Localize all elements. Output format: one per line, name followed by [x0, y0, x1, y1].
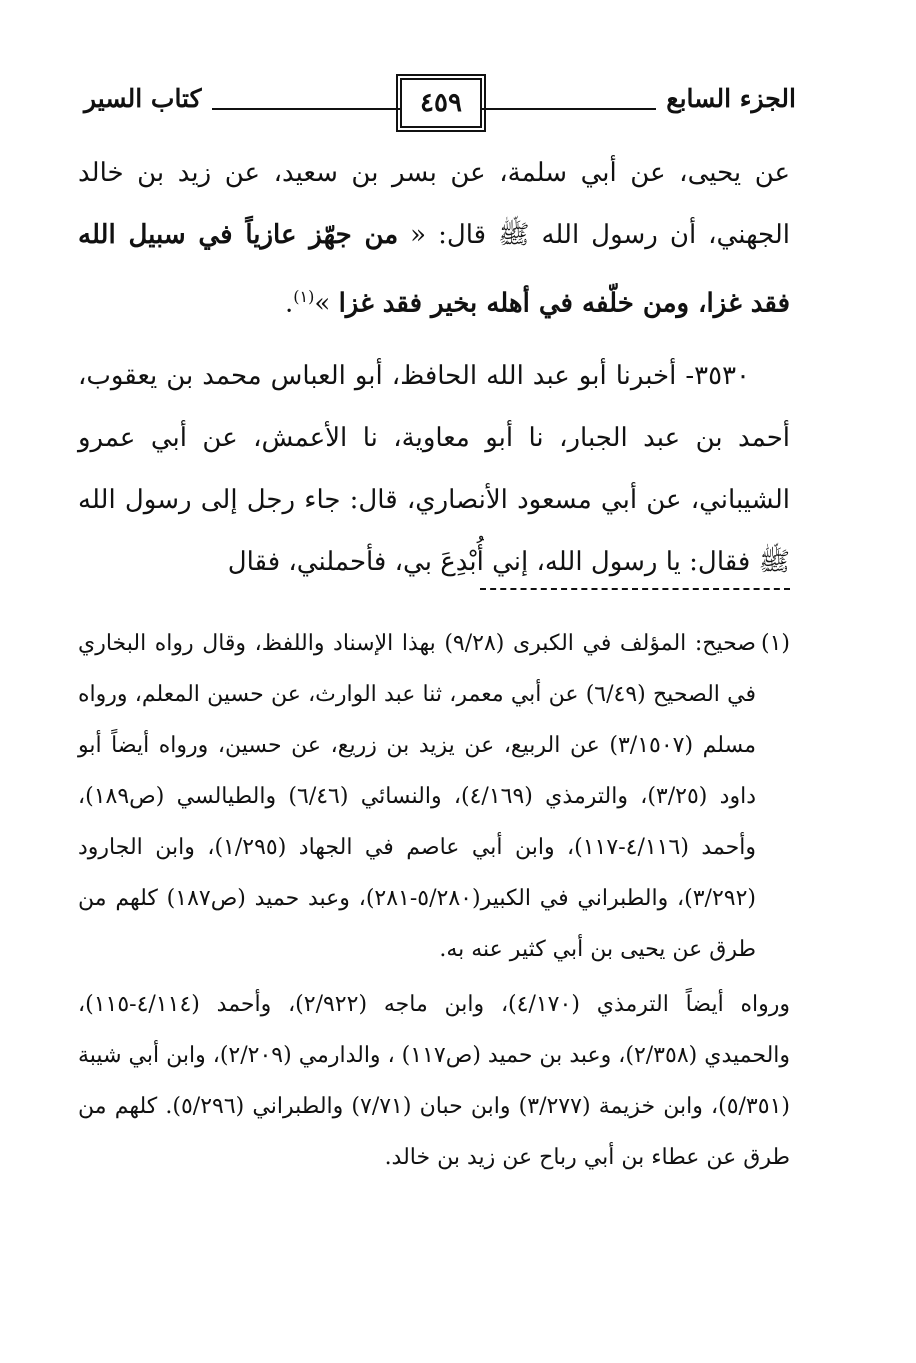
paragraph-3530: ٣٥٣٠- أخبرنا أبو عبد الله الحافظ، أبو العباس محمد بن يعقوب، أحمد بن عبد الجبار، نا أبو معاوية، نا الأعمش، عن أبي عمرو الشيباني، عن أبي مسعود الأنصاري، قال: جاء رجل إلى رسول الله ﷺ فقال: يا رسول الله، إني أُبْدِعَ بي، فأحملني، فقال: [78, 360, 790, 577]
paragraph-1-suffix: »: [314, 288, 339, 319]
footnote-reference: (١): [293, 287, 315, 306]
hadith-text: من جهّز عازياً في سبيل الله فقد غزا، ومن خلّفه في أهله بخير فقد غزا: [78, 220, 790, 319]
footnote-1-continuation: ورواه أيضاً الترمذي (٤/١٧٠)، وابن ماجه (٢/٩٢٢)، وأحمد (٤/١١٤-١١٥)، والحميدي (٢/٣٥٨)، وعبد بن حميد (ص١١٧) ، والدارمي (٢/٢٠٩)، وابن أبي شيبة (٥/٣٥١)، وابن خزيمة (٣/٢٧٧) وابن حبان (٧/٧١) والطبراني (٥/٢٩٦). كلهم من طرق عن عطاء بن أبي رباح عن زيد بن خالد.: [78, 992, 791, 1170]
footnote-1: صحيح: المؤلف في الكبرى (٩/٢٨) بهذا الإسناد واللفظ، وقال رواه البخاري في الصحيح (٦/٤٩) عن أبي معمر، ثنا عبد الوارث، عن حسين المعلم، ورواه مسلم (٣/١٥٠٧) عن الربيع، عن يزيد بن زريع، عن حسين، ورواه أيضاً أبو داود (٣/٢٥)، والترمذي (٤/١٦٩)، والنسائي (٦/٤٦) والطيالسي (ص١٨٩)، وأحمد (٤/١١٦-١١٧)، وابن أبي عاصم في الجهاد (١/٢٩٥)، وابن الجارود (٣/٢٩٢)، والطبراني في الكبير(٥/٢٨٠-٢٨١)، وعبد حميد (ص١٨٧) كلهم من طرق عن يحيى بن أبي كثير عنه به.: [78, 631, 757, 962]
paragraph-1-end: .: [285, 288, 294, 319]
paragraph-continuation: [78, 142, 790, 335]
page-number: ٤٥٩: [400, 78, 482, 128]
footnote-marker: (١): [760, 631, 790, 656]
footnote-separator: [480, 588, 790, 590]
paragraph-1-prefix: عن يحيى، عن أبي سلمة، عن بسر بن سعيد، عن زيد بن خالد الجهني، أن رسول الله ﷺ قال: «: [78, 158, 790, 250]
footnotes: [78, 618, 790, 1183]
book-title: كتاب السير: [84, 84, 212, 113]
volume-label: الجزء السابع: [656, 84, 796, 113]
main-text: [78, 142, 790, 593]
running-header: [84, 78, 796, 126]
